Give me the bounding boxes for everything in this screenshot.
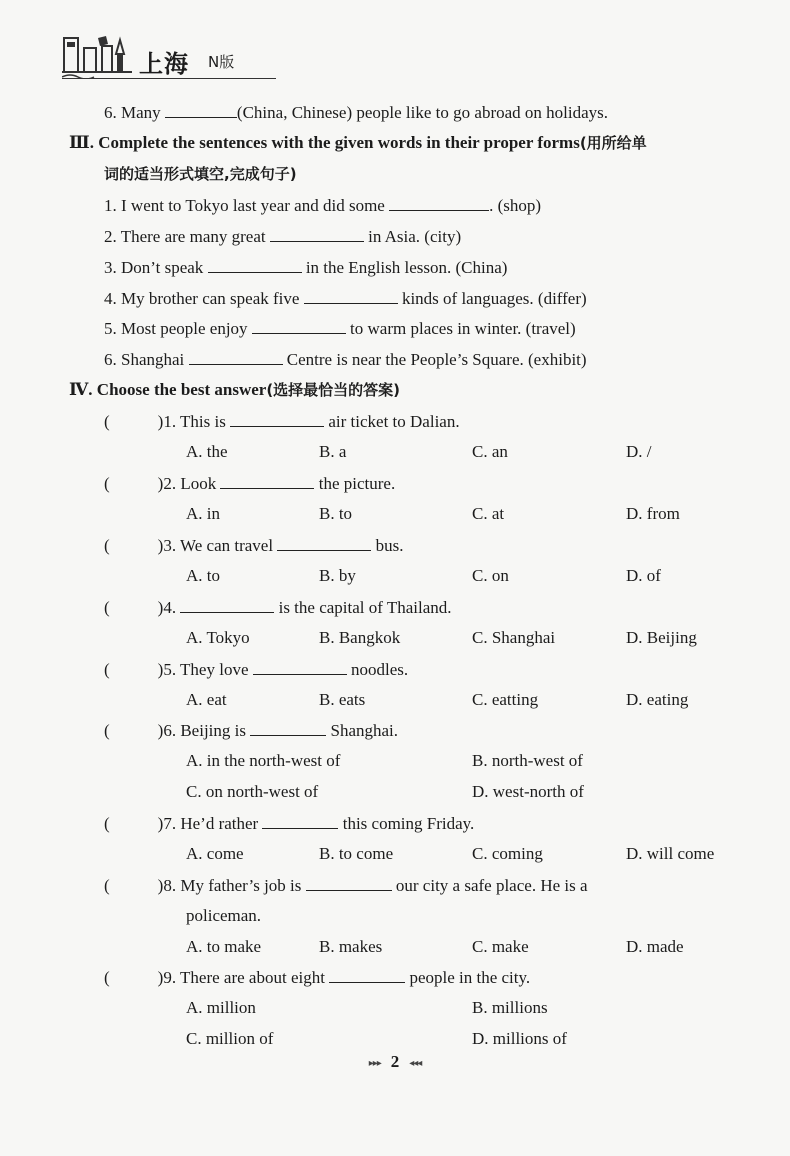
option-d[interactable]: D. will come — [626, 844, 715, 863]
option-b[interactable]: B. to — [319, 504, 353, 523]
answer-blank[interactable] — [189, 349, 283, 365]
right-arrows-icon: ◂◂◂ — [409, 1057, 422, 1069]
option-c[interactable]: C. million of — [186, 1029, 274, 1048]
option-b[interactable]: B. to come — [319, 844, 394, 863]
answer-blank — [262, 813, 338, 829]
fill-item: 6. Shanghai Centre is near the People’s Square. (exhibit) — [104, 350, 587, 369]
option-d[interactable]: D. / — [626, 442, 652, 461]
answer-blank[interactable] — [270, 226, 364, 242]
option-b[interactable]: B. eats — [319, 690, 366, 709]
option-a[interactable]: A. Tokyo — [186, 628, 250, 647]
answer-blank[interactable] — [304, 288, 398, 304]
option-a[interactable]: A. to — [186, 566, 220, 585]
option-d[interactable]: D. eating — [626, 690, 689, 709]
option-b[interactable]: B. by — [319, 566, 356, 585]
mc-question: ( )6. Beijing is Shanghai. — [104, 721, 399, 740]
answer-blank — [220, 473, 314, 489]
option-b[interactable]: B. north-west of — [472, 751, 583, 770]
question-line: 6. Many (China, Chinese) people like to go abroad on holidays. — [104, 103, 609, 122]
fill-item: 2. There are many great in Asia. (city) — [104, 227, 462, 246]
mc-question: ( )9. There are about eight people in the city. — [104, 968, 531, 987]
mc-question: ( )3. We can travel bus. — [104, 536, 404, 555]
answer-blank — [230, 411, 324, 427]
page-number: 2 — [390, 1052, 400, 1071]
option-a[interactable]: A. in — [186, 504, 220, 523]
answer-blank[interactable] — [389, 195, 489, 211]
option-a[interactable]: A. to make — [186, 937, 262, 956]
option-a[interactable]: A. come — [186, 844, 244, 863]
answer-blank — [306, 875, 392, 891]
option-c[interactable]: C. at — [472, 504, 505, 523]
brand-title: 上海 — [139, 50, 189, 78]
option-c[interactable]: C. eatting — [472, 690, 539, 709]
edition-label: N版 — [208, 53, 235, 71]
answer-blank — [277, 535, 371, 551]
option-d[interactable]: D. made — [626, 937, 684, 956]
option-c[interactable]: C. an — [472, 442, 508, 461]
fill-item: 5. Most people enjoy to warm places in winter. (travel) — [104, 319, 576, 338]
answer-blank[interactable] — [165, 102, 237, 118]
option-d[interactable]: D. of — [626, 566, 661, 585]
mc-question: ( )7. He’d rather this coming Friday. — [104, 814, 475, 833]
mc-question: ( )2. Look the picture. — [104, 474, 396, 493]
section-heading: Ⅳ. Choose the best answer(选择最恰当的答案) — [69, 380, 401, 399]
option-c[interactable]: C. on — [472, 566, 509, 585]
option-b[interactable]: B. Bangkok — [319, 628, 401, 647]
answer-blank — [329, 967, 405, 983]
option-a[interactable]: A. in the north-west of — [186, 751, 341, 770]
option-d[interactable]: D. from — [626, 504, 680, 523]
left-arrows-icon: ▸▸▸ — [368, 1057, 381, 1069]
option-b[interactable]: B. a — [319, 442, 347, 461]
fill-item: 3. Don’t speak in the English lesson. (China) — [104, 258, 508, 277]
question-continuation: policeman. — [186, 906, 262, 925]
mc-question: ( )8. My father’s job is our city a safe place. He is a — [104, 876, 588, 895]
option-c[interactable]: C. coming — [472, 844, 543, 863]
page-footer — [0, 1052, 790, 1072]
answer-blank — [253, 659, 347, 675]
mc-question: ( )5. They love noodles. — [104, 660, 409, 679]
fill-item: 4. My brother can speak five kinds of languages. (differ) — [104, 289, 587, 308]
answer-blank[interactable] — [208, 257, 302, 273]
option-b[interactable]: B. makes — [319, 937, 383, 956]
option-c[interactable]: C. make — [472, 937, 529, 956]
option-a[interactable]: A. eat — [186, 690, 227, 709]
answer-blank[interactable] — [252, 318, 346, 334]
answer-blank — [250, 720, 326, 736]
answer-blank — [180, 597, 274, 613]
mc-question: ( )4. is the capital of Thailand. — [104, 598, 452, 617]
mc-question: ( )1. This is air ticket to Dalian. — [104, 412, 460, 431]
page-header — [62, 30, 276, 82]
header-rule — [62, 78, 276, 79]
section-heading: Ⅲ. Complete the sentences with the given words in their proper forms(用所给单 — [69, 133, 647, 152]
option-d[interactable]: D. Beijing — [626, 628, 697, 647]
fill-item: 1. I went to Tokyo last year and did some . (shop) — [104, 196, 542, 215]
option-a[interactable]: A. the — [186, 442, 228, 461]
shanghai-skyline-logo-icon — [62, 34, 134, 78]
section-heading-cont: 词的适当形式填空,完成句子) — [104, 165, 297, 183]
option-a[interactable]: A. million — [186, 998, 256, 1017]
option-b[interactable]: B. millions — [472, 998, 548, 1017]
option-d[interactable]: D. west-north of — [472, 782, 584, 801]
option-c[interactable]: C. on north-west of — [186, 782, 319, 801]
option-d[interactable]: D. millions of — [472, 1029, 567, 1048]
option-c[interactable]: C. Shanghai — [472, 628, 556, 647]
